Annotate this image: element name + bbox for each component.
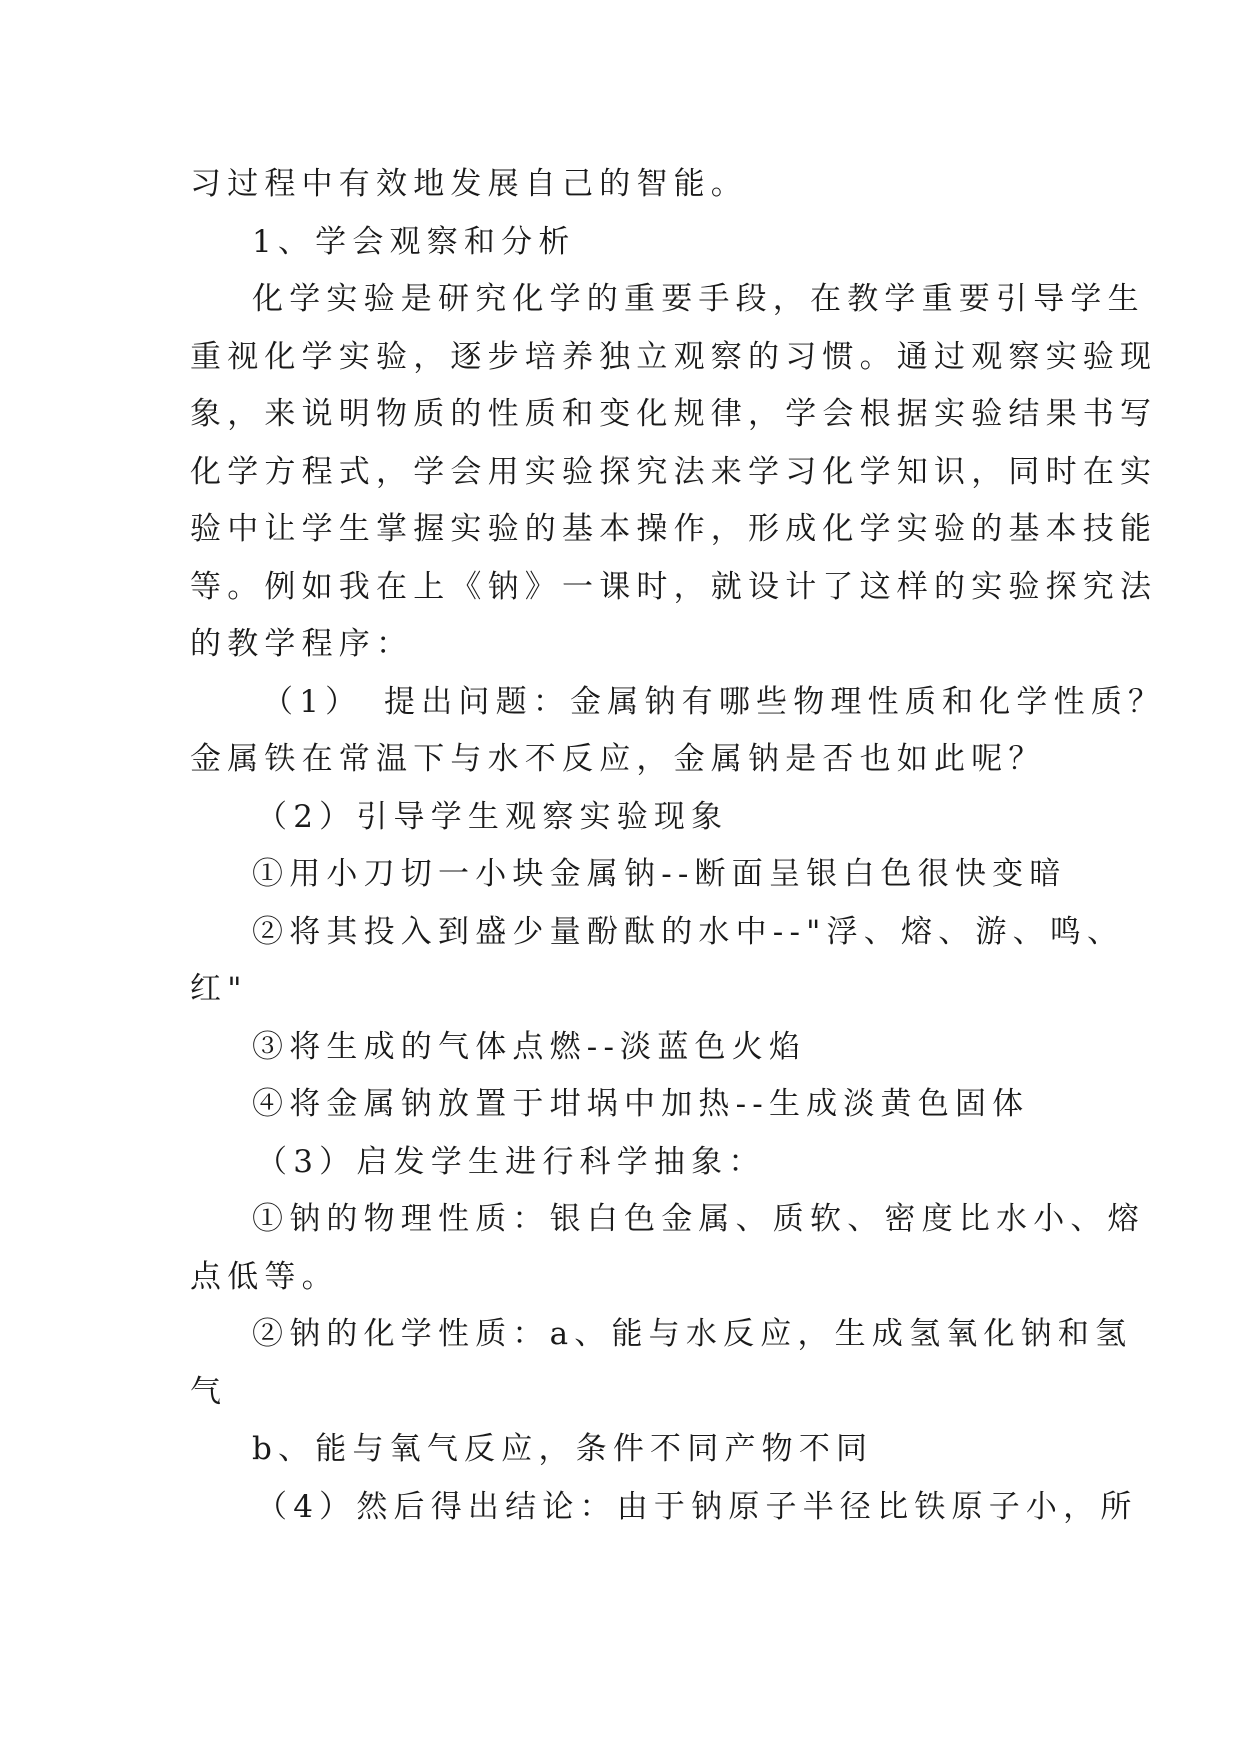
text-line: 金属铁在常温下与水不反应，金属钠是否也如此呢？ — [190, 741, 1046, 777]
text-line: 化学实验是研究化学的重要手段，在教学重要引导学生 — [252, 281, 1145, 317]
text-line: 验中让学生掌握实验的基本操作，形成化学实验的基本技能 — [190, 511, 1158, 547]
text-line: 红" — [190, 971, 248, 1007]
text-line: 点低等。 — [190, 1259, 339, 1295]
text-line: 气 — [190, 1374, 228, 1410]
text-line: 1、学会观察和分析 — [252, 224, 576, 260]
text-line: ②将其投入到盛少量酚酞的水中--"浮、熔、游、鸣、 — [252, 914, 1125, 950]
text-line: ④将金属钠放置于坩埚中加热--生成淡黄色固体 — [252, 1086, 1030, 1122]
text-line: 的教学程序： — [190, 626, 414, 662]
text-line: 重视化学实验，逐步培养独立观察的习惯。通过观察实验现 — [190, 339, 1158, 375]
text-line: 象，来说明物质的性质和变化规律，学会根据实验结果书写 — [190, 396, 1158, 432]
text-line: 化学方程式，学会用实验探究法来学习化学知识，同时在实 — [190, 454, 1158, 490]
text-line: （3）启发学生进行科学抽象： — [256, 1144, 766, 1180]
text-line: ①用小刀切一小块金属钠--断面呈银白色很快变暗 — [252, 856, 1067, 892]
text-line: ③将生成的气体点燃--淡蓝色火焰 — [252, 1029, 807, 1065]
text-line: （4）然后得出结论：由于钠原子半径比铁原子小，所 — [256, 1489, 1138, 1525]
text-line: 习过程中有效地发展自己的智能。 — [190, 166, 748, 202]
text-line: 等。例如我在上《钠》一课时，就设计了这样的实验探究法 — [190, 569, 1158, 605]
text-line: b、能与氧气反应，条件不同产物不同 — [252, 1431, 874, 1467]
text-line: （2）引导学生观察实验现象 — [256, 799, 729, 835]
text-line: ②钠的化学性质：a、能与水反应，生成氢氧化钠和氢 — [252, 1316, 1133, 1352]
text-line: （1） 提出问题：金属钠有哪些物理性质和化学性质？ — [262, 684, 1166, 720]
text-line: ①钠的物理性质：银白色金属、质软、密度比水小、熔 — [252, 1201, 1145, 1237]
